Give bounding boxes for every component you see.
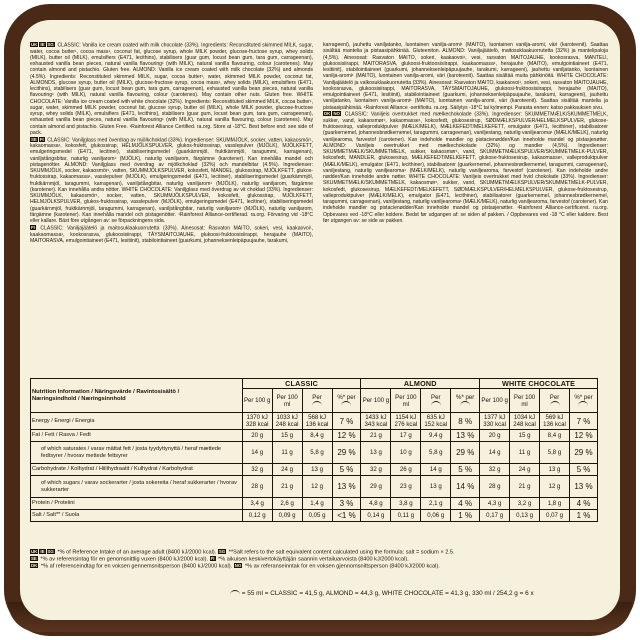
flag-sg: SG [47,549,54,554]
table-cell: 28 g [480,476,510,498]
portion-icon [312,401,322,407]
table-cell: 21 g [510,476,540,498]
flag-ie: IE [40,549,45,554]
table-cell: 17 g [391,430,421,442]
table-cell: 5 % [332,464,361,476]
table-cell: 13 % [332,476,361,498]
flag-se: SE [31,136,37,142]
subhead-ri-percent: %* per [451,389,480,413]
table-row [31,442,598,464]
ingredients-dk-text: CLASSIC: Vaniljeis overtrukket med mælkechokolade (33%). Ingredienser: SKUMMETMÆLK/SKUMMETMELK, sukker, vand, kakaosmør¹, kakaomasse¹, kokosfedt, glukosesirup, SØDMÆLKSPULVER/HELMELKSPULVER, glukose-fruktosesirup, valleproduktpulver (MÆLK/MELK), MÆLKEFEDT/MELKEFETT, emulgator (E471, lecithiner), stabilisatorer (guarkernemel, johannesbrødkernemel, taragummi, carrageenan), vaniljestang, naturlig vaniljearoma¹ (MÆLK/MELK), naturlig vaniljearoma, farvestof (carotener). Kan indeholde mandler og pistacienødder/Kan inneholde mandel og pistasjenøtter. ALMOND: Vaniljeis overtrukket med mælkechokolade (32%) og mandler (4,5%). Ingredienser: SKUMMETMÆLK/SKUMMETMELK, sukker, kakaosmør¹, vand, SKUMMETMÆLKSPULVER/SKUMMETMELK-PULVER, kokosfedt, MANDLER, glukosesirup, MÆLKEFEDT/MELKEFETT, glukose-fruktosesirup, kakaomasse¹, valleproduktpulver (MÆLK/MELK), emulgator (E471, lecithiner), stabilisatorer (guarkernemel, johannesbrødkernemel, taragummi, carrageenan), vaniljestang, naturlig vaniljearoma¹ (MÆLK/MELK), naturlig vaniljearoma, farvestof (carotener). Kan indeholde andre nødder/Kan inneholde andre nøtter. WHITE CHOCOLATE: Vaniljeis overtrukket med hvid chokolade (33%). Ingredienser: SKUMMETMÆLK/SKUMMETMELK, kakaosmør¹, sukker, vand, SKUMMETMÆLKSPULVER/SKUMMETMELK-PULVER, kokosfedt, glukosesirup, MÆLKEFEDT/MELKEFETT, SØDMÆLKSPULVER/HELMELKSPULVER, glukose-fruktosesirup, valleproduktpulver (MÆLK/MELK), emulgator (E471, lecithiner), stabilisatorer (guarkernemel, johannesbrødkernemel, taragummi, carrageenan), vaniljestang, naturlig vaniljearoma¹ (MÆLK/MELK), naturlig vaniljearoma, farvestof (carotener). Kan indeholde mandler og pistacienødder/Kan inneholde mandel og pistasjenøtter. ¹Rainforest Alliance-certificeret. ra.org. Opbevares ved -18°C eller koldere. Bedst før udgangen af: se siden af pakken. / Oppbevares ved -18 °C eller kaldere. Best før utgangen av: se side av pakken. [323,111,608,224]
table-cell: 4,8 g [361,498,391,510]
ingredients-se [30,137,313,225]
subhead-per-portion: Per [421,389,451,413]
table-cell: 12 g [540,476,570,498]
subhead-ri-percent: %* per [569,389,597,413]
footnote-text: *% of Reference Intake of an average adult (8400 kJ/2000 kcal). [57,549,217,556]
portion-icon [341,401,351,407]
table-cell: 1 % [569,510,597,522]
table-cell: 13 g [421,476,451,498]
table-cell: 1034 kJ 248 kcal [510,413,540,430]
table-cell: 13 % [451,430,480,442]
table-cell: 0,14 g [361,510,391,522]
table-cell: 1 % [451,510,480,522]
table-cell: 26 g [391,464,421,476]
flag-uk: UK [31,549,38,554]
ingredients-se-text: CLASSIC: Vaniljglass med överdrag av mjölkchoklad (33%). Ingredienser: SKUMMJÖLK, socker, vatten, kakaosmör¹, kakaomassa¹, kokosfett, glukossirap, HELMJÖLKSPULVER, glukos-fruktossirap, vasslepulver (MJÖLK), MJÖLKFETT, emulgeringsmedel (E471, lecitiner), stabiliseringsmedel (guarkärnmjöl, fruktkärnmjöl, taragummi, karragenan), vaniljstångsbitar, naturlig vaniljarom¹ (MJÖLK), naturlig vaniljarom, färgämne (karotener). Kan innehålla mandel och pistagenötter. ALMOND: Vaniljglass med överdrag av mjölkchoklad (32%) och mandelbitar (4.5%). Ingredienser: SKUMMJÖLK, socker, kakaosmör¹, vatten, SKUMMJÖLKSPULVER, kokosfett, MANDEL, glukossirap, MJÖLKFETT, glukos-fruktossirap, kakaomassa¹, vasslepulver (MJÖLK), emulgeringsmedel (E471, lecitiner), stabiliseringsmedel (guarkärnmjöl, fruktkärnmjöl, taragummi, karragenan), vaniljstångbitar, naturlig vaniljarom¹ (MJÖLK), naturlig vaniljarom, färgämne (karotener). Kan innehålla andra nötter. WHITE CHOCOLATE: Vaniljglass med överdrag av vit choklad (33%). Ingredienser: SKUMMJÖLK, kakaosmör¹, socker, vatten, SKUMMJÖLKSPULVER, kokosfett, glukossirap, MJÖLKFETT, HELMJÖLKSPULVER, glukos-fruktossirap, vasslepulver (MJÖLK), emulgeringsmedel (E471, lecitiner), stabiliseringsmedel (guarkärnmjöl, fruktkärnmjöl, taragummi, karragenan), vaniljstångbitar, naturlig vaniljarom¹ (MJÖLK), naturlig vaniljarom, färgämne (karotener). Kan innehålla mandel och pistagenötter. ¹Rainforest Alliance-certifierad. ra.org. Förvaring vid -18°C eller kallare. Bäst före utgången av: se förpackningens sida. [30,136,313,225]
table-cell: 13 g [540,464,570,476]
flag-ie: IE [40,42,45,47]
table-cell: 13 g [302,464,332,476]
table-cell: 1,4 g [302,498,332,510]
flag-uk: UK [31,42,38,47]
table-title [31,379,243,413]
table-cell: 8,4 g [302,430,332,442]
table-cell: 1154 kJ 276 kcal [391,413,421,430]
row-label: of which saturates / varav mättat fett / josta tyydyttynyttä / heraf mættede fedtsyrer / hvorav mettede fettsyrer [31,442,243,464]
table-title-line-1: Nutrition Information / Näringsvärde / Ravintosisältö / [32,388,180,395]
table-cell: 3,8 g [391,498,421,510]
subhead-per-100g: Per 100 g [480,389,510,413]
table-cell: 8,4 g [540,430,570,442]
flag-fi: FI [31,225,35,231]
table-cell: 3 % [332,498,361,510]
table-cell: 1433 kJ 343 kcal [361,413,391,430]
flag-dk: DK [324,111,331,117]
ingredients-uk-text: CLASSIC: Vanilla ice cream coated with milk chocolate (33%). Ingredients: Reconstituted skimmed MILK, sugar, water, cocoa butter¹, cocoa mass¹, coconut fat, glucose syrup, whole MILK powder, glucose-fructose syrup, whey solids (MILK), butter oil (MILK), emulsifiers (E471, lecithins), stabilisers (guar gum, locust bean gum, tara gum, carrageenan), exhausted vanilla bean pieces, natural vanilla flavouring¹ (with MILK), natural vanilla flavouring, colour (carotenes). May contain almond and pistachio. Gluten free. ALMOND: Vanilla ice cream coated with milk chocolate (32%) and almonds (4.5%). Ingredients: Reconstituted skimmed MILK, sugar, cocoa butter¹, water, skimmed MILK powder, coconut fat, ALMONDS, glucose syrup, butter oil (MILK), glucose-fructose syrup, cocoa mass¹, whey solids (MILK), emulsifiers (E471, lecithins), stabilisers (guar gum, locust bean gum, tara gum, carrageenan), exhausted vanilla bean pieces, natural vanilla flavouring¹ (with MILK), natural vanilla flavouring, colour (carotenes). May contain other nuts. Gluten free. WHITE CHOCOLATE: Vanilla ice cream coated with white chocolate (32%). Ingredients: Reconstituted skimmed MILK, cocoa butter¹, sugar, water, skimmed MILK powder, coconut fat, glucose syrup, butter oil (MILK), whole MILK powder, glucose-fructose syrup, whey solids (MILK), emulsifiers (E471, lecithins), stabilisers (guar gum, locust bean gum, tara gum, carrageenan), exhausted vanilla bean pieces, natural vanilla flavouring¹ (with MILK), natural vanilla flavouring, colour (carotenes). May contain almond and pistachio. Gluten Free. ¹Rainforest Alliance Certified. ra.org. Store at -18°C. Best before end: see side of pack. [30,42,313,136]
subhead-per-portion: Per [540,389,570,413]
table-cell: 12 % [569,430,597,442]
portion-icon [230,590,240,596]
subhead-per-portion: Per [302,389,332,413]
table-row [31,413,598,430]
table-cell: 5 % [451,464,480,476]
flag-sg: SG [47,42,54,47]
subhead-per-100ml: Per 100 ml [272,389,302,413]
table-cell: 20 g [480,430,510,442]
table-cell: 635 kJ 152 kcal [421,413,451,430]
table-cell: 3,4 g [242,498,272,510]
table-cell: 28 g [242,476,272,498]
ingredients-right-column [323,42,608,397]
table-cell: 4,3 g [480,498,510,510]
table-cell: 4 % [451,498,480,510]
footnote-text: *% af referenceindtag for en voksen gennemsnitsperson (8400 kJ/2000 kcal). [40,563,233,570]
table-row [31,498,598,510]
nutrition-table [30,378,598,522]
group-white-chocolate: WHITE CHOCOLATE [480,379,598,389]
table-cell: 13 g [361,442,391,464]
table-row [31,464,598,476]
table-cell: <1 % [332,510,361,522]
table-cell: 15 g [510,430,540,442]
table-cell: 14 g [480,442,510,464]
table-cell: 11 g [272,442,302,464]
footnote-line [30,549,598,556]
table-cell: 8 % [451,413,480,430]
table-cell: 0,11 g [391,510,421,522]
table-row [31,430,598,442]
flag-fi: FI [39,136,44,142]
table-cell: 0,09 g [272,510,302,522]
table-cell: 23 g [391,476,421,498]
table-cell: 568 kJ 136 kcal [302,413,332,430]
portion-icon [431,401,441,407]
table-cell: 32 g [361,464,391,476]
table-cell: 24 g [510,464,540,476]
table-cell: 5,8 g [421,442,451,464]
table-cell: 32 g [242,464,272,476]
table-cell: 1,8 g [540,498,570,510]
table-cell: 0,12 g [242,510,272,522]
table-cell: 5,8 g [540,442,570,464]
table-cell: 5 % [569,464,597,476]
table-cell: 0,07 g [540,510,570,522]
row-label: Carbohydrate / Kolhydrat / Hiilihydraatit / Kulhydrat / Karbohydrat [31,464,243,476]
flag-fi: FI [210,556,215,562]
flag-no: NO [234,563,242,569]
nutrition-rows [31,413,598,522]
table-cell: 0,17 g [480,510,510,522]
ingredients-fi-continued [323,42,608,111]
table-cell: 20 g [242,430,272,442]
table-cell: 2,6 g [272,498,302,510]
subhead-per-100ml: Per 100 ml [510,389,540,413]
row-label: Energy / Energi / Energia [31,413,243,430]
label-panel [20,20,620,620]
footnote-text: *% av referensintag för en genomsnittlig vuxen (8400 kJ/2000 kcal). [40,556,209,563]
group-classic: CLASSIC [242,379,361,389]
flag-se: SE [31,556,37,562]
group-almond: ALMOND [361,379,480,389]
table-cell: 13 % [569,476,597,498]
subhead-ri-percent: %* per [332,389,361,413]
table-row [31,476,598,498]
table-cell: 29 g [361,476,391,498]
ingredients-fi [30,225,313,244]
footnote-line [30,563,598,570]
table-cell: 1370 kJ 328 kcal [242,413,272,430]
subhead-per-100ml: Per 100 ml [391,389,421,413]
ingredients-uk [30,42,313,136]
table-cell: 12 g [302,476,332,498]
flag-dk: DK [31,563,38,569]
table-title-line-2: Næringsindhold / Næringsinnhold [32,395,126,402]
table-cell: 21 g [361,430,391,442]
row-label: Salt / Salt** / Suola [31,510,243,522]
subhead-per-100g: Per 100 g [242,389,272,413]
footnote-text: *% av referanseinntak for en voksen gjennomsnittsperson (8400 kJ/2000 kcal). [244,563,440,570]
footnote-text: **Salt refers to the salt equivalent content calculated using the formula: salt = sodium × 2.5. [228,549,455,556]
row-label: Protein / Proteiini [31,498,243,510]
portion-icon [550,401,560,407]
table-row [31,510,598,522]
table-group-header [31,379,598,389]
flag-no: NO [333,111,340,117]
portion-text: = 55 ml = CLASSIC = 41,5 g, ALMOND = 44,3 g, WHITE CHOCOLATE = 41,3 g, 330 ml / 254,2 g = 6 x [241,590,534,597]
table-cell: 3,2 g [510,498,540,510]
portion-icon [578,401,588,407]
table-cell: 29 % [332,442,361,464]
ingredients-fi-cont-text: karrageeni), jauhettu vaniljatanko, luontainen vanilja-aromi¹ (MAITO), luontainen vanilja-aromi, väri (karoteenit). Saattaa sisältää mantelia ja pistaasipähkinää. Gluteeniton. ALMOND: Vaniljajäätelö, maitosuklaakuorrutetta (32%) ja mantelipaloja (4,5%). Ainesosat: Rasvaton MAITO, sokeri, kaakaovoi¹, vesi, rasvaton MAITOJAUHE, kookosrasva, MANTELI, glukoosisiirappi, MAITORASVA, glukoosi-fruktoosisiirappi, kaakaomassa¹, herajauhe (MAITO), emulgointiaineet (E471, lesitiinit), stabilointiaineet (guarkumi, johanneksenleipäpuujauhe, tarakumi, karrageeni), jauhettu vaniljatanko, luontainen vanilja-aromi¹ (MAITO), luontainen vanilja-aromi, väri (karoteenit). Saattaa sisältää muita pähkinöitä. WHITE CHOCOLATE: Vaniljajäätelö ja valkosuklaakuorrutetta (33%). Ainesosat: Rasvaton MAITO, kaakaovoi¹, sokeri, vesi, rasvaton MAITOJAUHE, kookosrasva, glukoosisiirappi, MAITORASVA, TÄYSMAITOJAUHE, glukoosi-fruktoosisiirappi, herajauhe (MAITO), emulgointiaineet (E471, lesitiinit), stabilointiaineet (guarkumi, johanneksenleipäpuujauhe, tarakumi, karrageeni), jauhettu vaniljatanko, luontainen vanilja-aromi¹ (MAITO), luontainen vanilja-aromi, väri (karoteenit). Saattaa sisältää mantelia ja pistaasipähkinää. ¹Rainforest Alliance -sertifioitu. ra.org. Säilytys -18°C tai kylmempi. Parasta ennen: katso pakkauksen sivu. [323,42,608,111]
ingredients-dk [323,111,608,224]
table-cell: 7 % [332,413,361,430]
table-cell: 2,1 g [421,498,451,510]
table-cell: 12 % [332,430,361,442]
table-cell: 14 g [242,442,272,464]
table-cell: 24 g [272,464,302,476]
row-label: of which sugars / varav sockerarter / josta sokereita / heraf sukkerarter / hvorav sukkerarter [31,476,243,498]
ingredients-fi-text: CLASSIC: Vaniljajäätelö ja maitosuklaakuorrutetta (33%). Ainesosat: Rasvaton MAITO, sokeri, vesi, kaakaovoi¹, kaakaomassa¹, kookosrasva, glukoosisiirappi, TÄYSMAITOJAUHE, glukoosi-fruktoosisiirappi, herajauhe (MAITO), MAITORASVA, emulgointiaineet (E471, lesitiinit), stabilointiaineet (guarkumi, johanneksenleipäpuujauhe, tarakumi, [30,225,313,244]
table-cell: 7 % [569,413,597,430]
table-cell: 11 g [510,442,540,464]
table-cell: 14 g [421,464,451,476]
table-cell: 569 kJ 136 kcal [540,413,570,430]
table-cell: 29 % [451,442,480,464]
table-cell: 5,8 g [302,442,332,464]
table-cell: 0,13 g [510,510,540,522]
flag-sg: SG [218,549,226,554]
footnote-line [30,556,598,563]
table-cell: 10 g [391,442,421,464]
table-cell: 15 g [272,430,302,442]
table-cell: 1377 kJ 330 kcal [480,413,510,430]
footnote-text: *% aikuisen keskivertokäyttäjän saannin vertailuarvoista (8400 kJ/2000 kcal). [218,556,409,563]
table-cell: 9,4 g [421,430,451,442]
subhead-per-100g: Per 100 g [361,389,391,413]
table-cell: 29 % [569,442,597,464]
table-cell: 21 g [272,476,302,498]
portion-info [230,590,610,597]
table-cell: 0,05 g [302,510,332,522]
table-cell: 14 % [451,476,480,498]
portion-icon [460,401,470,407]
table-cell: 1033 kJ 248 kcal [272,413,302,430]
row-label: Fat / Fett / Rasva / Fedt [31,430,243,442]
footnotes [30,549,598,570]
ingredients-left-column [30,42,313,397]
table-cell: 32 g [480,464,510,476]
table-cell: 0,06 g [421,510,451,522]
table-cell: 4 % [569,498,597,510]
